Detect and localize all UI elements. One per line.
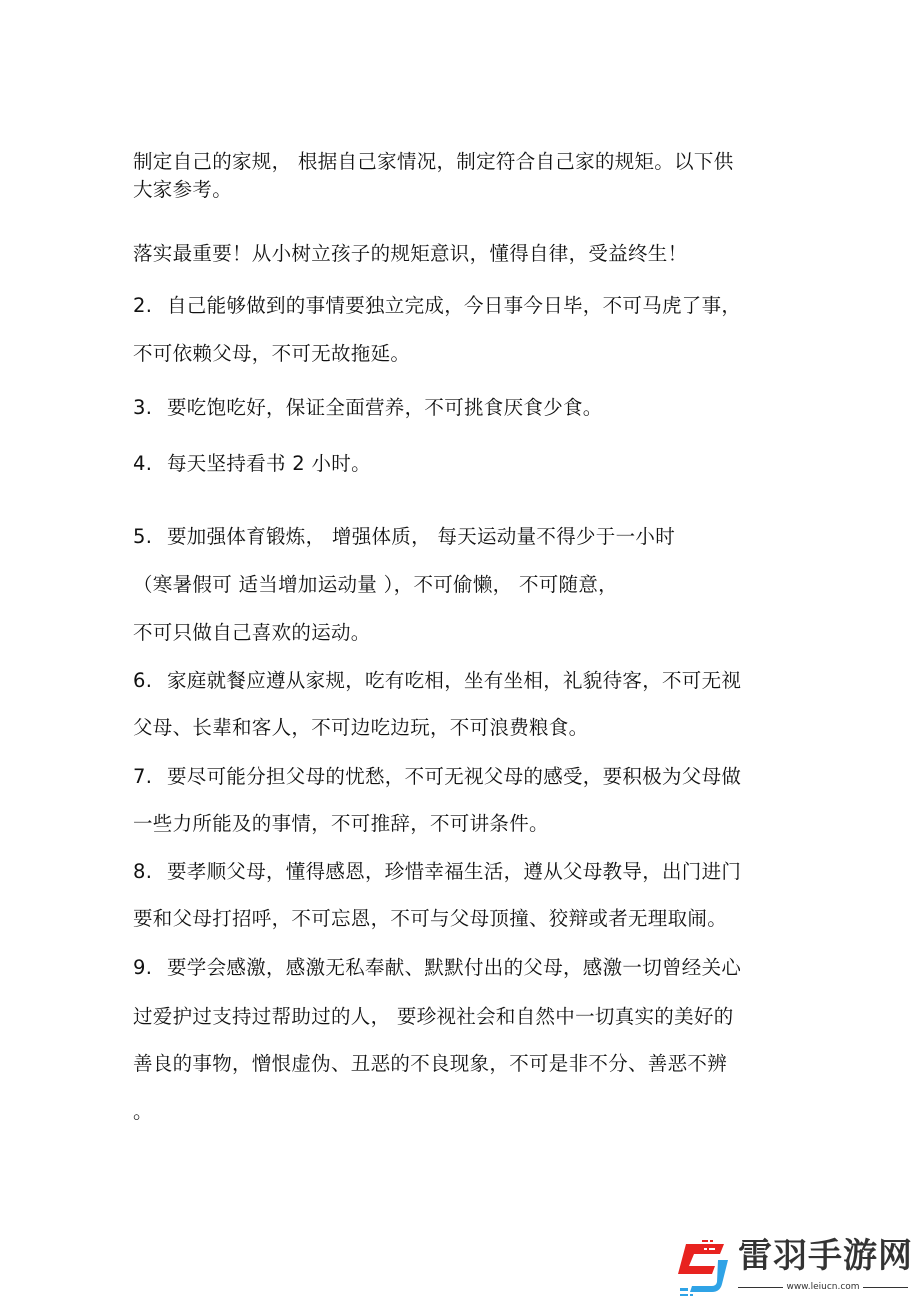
rule-text: 每天坚持看书 2 小时。 [167,452,371,475]
rule-text: 自己能够做到的事情要独立完成，今日事今日毕，不可马虎了事， [167,294,742,317]
rule-number: 8. [133,860,153,883]
rule-text: 要孝顺父母，懂得感恩，珍惜幸福生活，遵从父母教导，出门进门 [167,860,742,883]
divider [738,1287,783,1288]
rule-item [133,396,603,420]
rule-item [133,294,741,318]
watermark-url: www.leiucn.com [786,1282,860,1292]
rule-text: 要加强体育锻炼， 增强体质， 每天运动量不得少于一小时 [167,525,675,548]
rule-text: 要学会感激，感激无私奉献、默默付出的父母，感激一切曾经关心 [167,956,742,979]
divider [863,1287,908,1288]
rule-text: 要吃饱吃好，保证全面营养，不可挑食厌食少食。 [167,396,603,419]
intro-line: 落实最重要！从小树立孩子的规矩意识，懂得自律，受益终生！ [133,242,688,265]
watermark-url-row [738,1280,908,1294]
site-watermark [672,1236,912,1298]
rule-item [133,956,741,980]
rule-continuation: 父母、长辈和客人，不可边吃边玩，不可浪费粮食。 [133,716,589,739]
rule-continuation: 要和父母打招呼，不可忘恩，不可与父母顶撞、狡辩或者无理取闹。 [133,907,728,930]
rule-continuation: 不可只做自己喜欢的运动。 [133,621,371,644]
rule-number: 7. [133,765,153,788]
rule-number: 3. [133,396,153,419]
leiyu-logo-icon [672,1236,734,1298]
intro-line: 制定自己的家规， 根据自己家情况，制定符合自己家的规矩。以下供 [133,150,734,173]
rule-continuation: 善良的事物，憎恨虚伪、丑恶的不良现象，不可是非不分、善恶不辨 [133,1052,728,1075]
intro-line: 大家参考。 [133,178,233,201]
rule-item [133,860,741,884]
rule-number: 5. [133,525,153,548]
rule-continuation: 过爱护过支持过帮助过的人， 要珍视社会和自然中一切真实的美好的 [133,1005,734,1028]
rule-number: 9. [133,956,153,979]
rule-number: 2. [133,294,153,317]
rule-item [133,525,675,549]
rule-continuation: （寒暑假可 适当增加运动量 ），不可偷懒， 不可随意， [133,573,618,596]
rule-continuation: 不可依赖父母，不可无故拖延。 [133,342,411,365]
watermark-site-name: 雷羽手游网 [738,1236,913,1276]
rule-item [133,669,741,693]
rule-number: 4. [133,452,153,475]
rule-number: 6. [133,669,153,692]
rule-text: 家庭就餐应遵从家规，吃有吃相，坐有坐相，礼貌待客，不可无视 [167,669,742,692]
rule-continuation: 一些力所能及的事情，不可推辞，不可讲条件。 [133,812,549,835]
rule-text: 要尽可能分担父母的忧愁，不可无视父母的感受，要积极为父母做 [167,765,742,788]
rule-continuation: 。 [133,1100,153,1123]
rule-item [133,452,371,476]
rule-item [133,765,741,789]
